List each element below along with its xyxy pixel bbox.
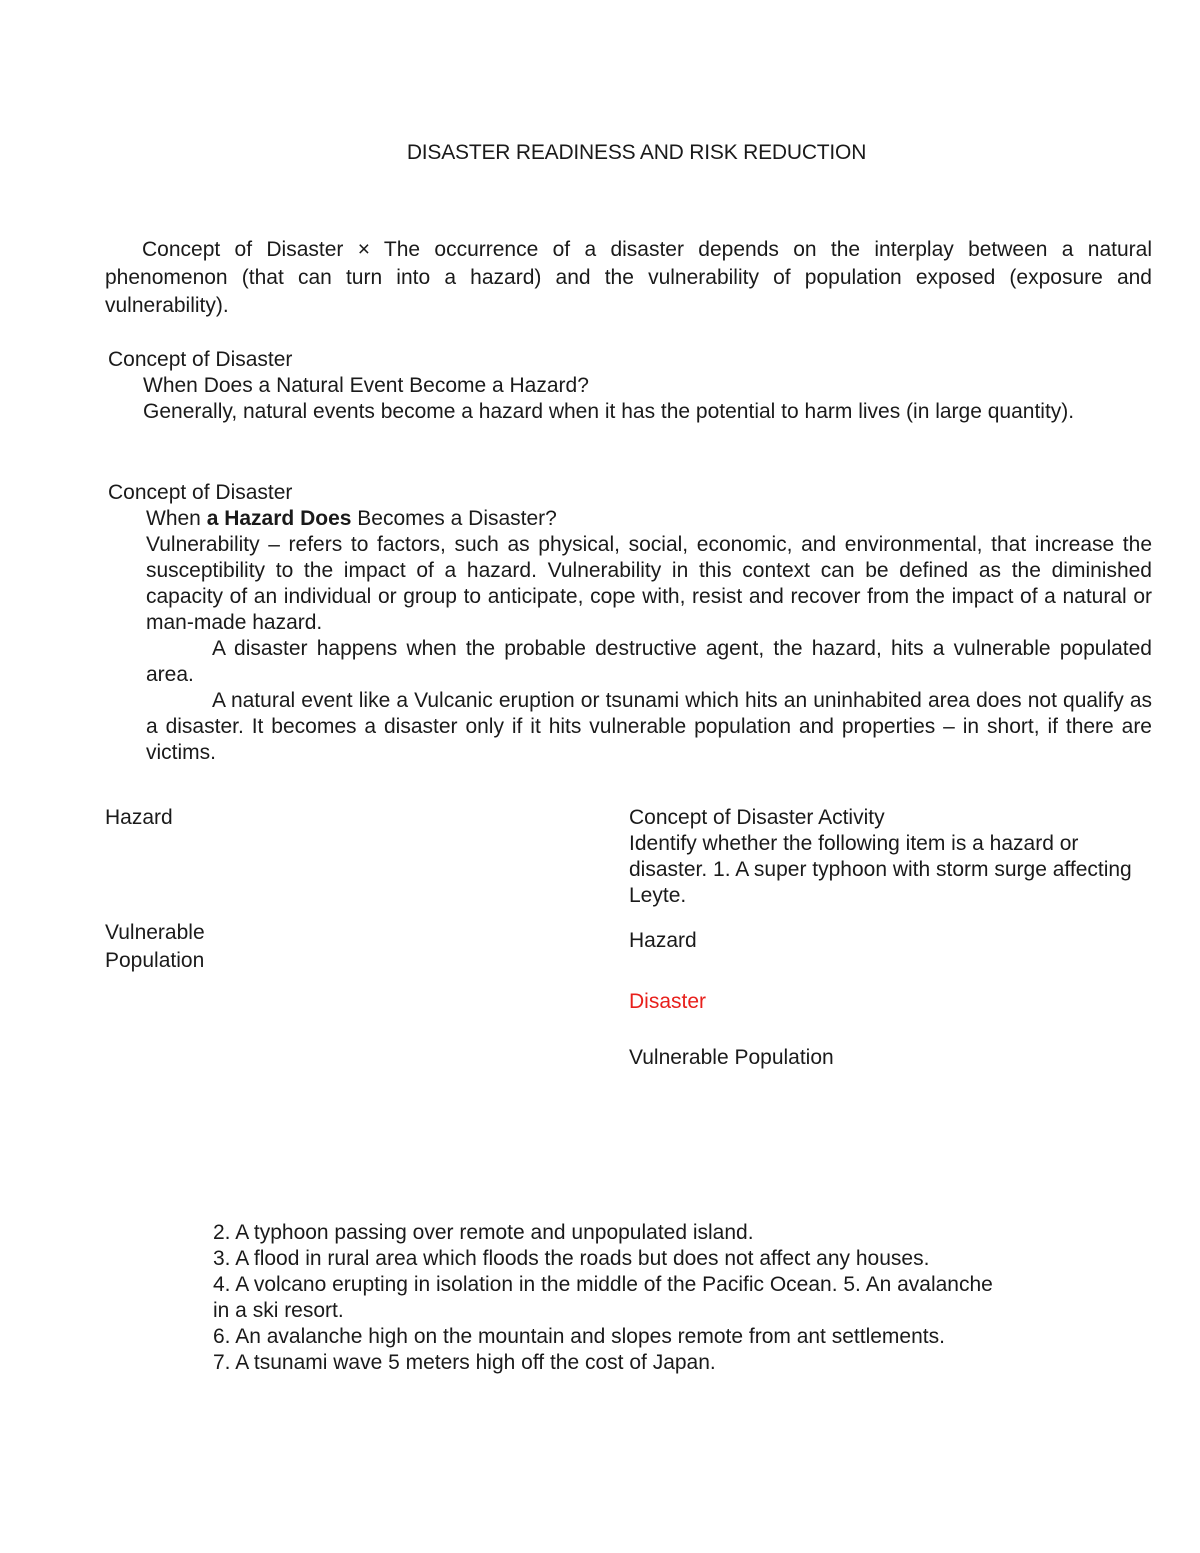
document-title: DISASTER READINESS AND RISK REDUCTION	[406, 141, 867, 164]
natural-event-paragraph: A natural event like a Vulcanic eruption or tsunami which hits an uninhabited area does not qualify as a disaster. It becomes a disaster only if it hits vulnerable population and properties – in short, if there are victims.	[146, 689, 1152, 764]
list-item: 6. An avalanche high on the mountain and slopes remote from ant settlements.	[213, 1325, 945, 1348]
question-bold: a Hazard Does	[206, 507, 352, 530]
population-line: Population	[105, 949, 205, 972]
activity-items-list	[213, 1220, 1013, 1376]
option-vulnerable-population: Vulnerable Population	[629, 1046, 834, 1069]
vulnerability-definition: Vulnerability – refers to factors, such as physical, social, economic, and environmental, that increase the susceptibility to the impact of a hazard. Vulnerability in this context can be defined as the diminished capacity of an individual or group to anticipate, cope with, resist and recover from the impact of a natural or man-made hazard.	[146, 533, 1152, 634]
activity-block	[629, 805, 1149, 909]
section-natural-event	[108, 347, 1152, 425]
activity-heading: Concept of Disaster Activity	[629, 806, 885, 829]
list-item: 3. A flood in rural area which floods the roads but does not affect any houses.	[213, 1247, 930, 1270]
vulnerable-line: Vulnerable	[105, 921, 205, 944]
question-pre: When	[146, 507, 207, 530]
section-question	[108, 506, 1152, 532]
disaster-paragraph: A disaster happens when the probable destructive agent, the hazard, hits a vulnerable populated area.	[146, 637, 1152, 686]
section-answer: Generally, natural events become a hazard when it has the potential to harm lives (in large quantity).	[143, 400, 1075, 423]
list-item: 2. A typhoon passing over remote and unpopulated island.	[213, 1221, 754, 1244]
question-post: Becomes a Disaster?	[351, 507, 557, 530]
intro-paragraph: Concept of Disaster × The occurrence of a disaster depends on the interplay between a natural phenomenon (that can turn into a hazard) and the vulnerability of population exposed (exposure and vulnerability).	[105, 238, 1152, 317]
list-item: 4. A volcano erupting in isolation in the middle of the Pacific Ocean. 5. An avalanche in a ski resort.	[213, 1273, 993, 1322]
section-heading: Concept of Disaster	[108, 481, 293, 504]
left-hazard-label: Hazard	[105, 806, 173, 829]
section-heading: Concept of Disaster	[108, 348, 293, 371]
left-vulnerable-label	[105, 919, 205, 975]
list-item: 7. A tsunami wave 5 meters high off the cost of Japan.	[213, 1351, 716, 1374]
option-disaster: Disaster	[629, 990, 707, 1013]
section-hazard-disaster	[108, 480, 1152, 766]
activity-instructions: Identify whether the following item is a hazard or disaster. 1. A super typhoon with storm surge affecting Leyte.	[629, 832, 1132, 907]
option-hazard: Hazard	[629, 929, 697, 952]
section-question: When Does a Natural Event Become a Hazard?	[143, 374, 589, 397]
